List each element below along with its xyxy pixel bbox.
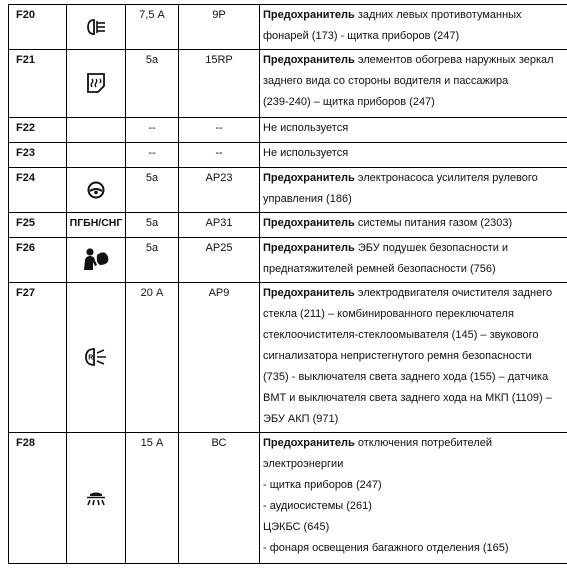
description-text: стеклоочистителя-стеклоомывателя (145) – звукового <box>263 329 539 341</box>
description-line <box>263 26 567 47</box>
fuse-connector: АР23 <box>179 168 260 213</box>
steering-wheel-icon <box>67 168 125 211</box>
fuse-icon-cell <box>67 238 126 283</box>
description-text: стекла (211) – комбинированного переключателя <box>263 308 514 320</box>
description-text: системы питания газом (2303) <box>354 217 513 229</box>
description-line <box>263 409 567 430</box>
description-text: (239-240) – щитка приборов (247) <box>263 96 435 108</box>
description-text: элементов обогрева наружных зеркал <box>354 54 554 66</box>
fuse-row-f23 <box>9 143 567 168</box>
fuel-system-label: ПГБН/СНГ <box>69 217 123 229</box>
fuse-amperage: -- <box>126 143 179 168</box>
description-line <box>263 433 567 454</box>
fuse-row-f26 <box>9 238 567 283</box>
fuse-label-bold: Предохранитель <box>263 9 355 21</box>
description-line <box>263 475 567 496</box>
description-text: ЭБУ АКП (971) <box>263 413 339 425</box>
description-line <box>263 92 567 113</box>
fuse-label-bold: Предохранитель <box>263 54 355 66</box>
fuse-description <box>260 118 567 143</box>
fuse-row-f25 <box>9 213 567 238</box>
description-text: электронасоса усилителя рулевого <box>354 172 538 184</box>
description-line <box>263 189 567 210</box>
description-line <box>263 213 567 234</box>
fuse-amperage: 20 А <box>126 283 179 433</box>
fuse-connector: АР31 <box>179 213 260 238</box>
fuse-id: F24 <box>9 168 67 213</box>
fuse-id: F28 <box>9 433 67 564</box>
description-text: преднатяжителей ремней безопасности (756) <box>263 263 496 275</box>
fuse-id: F20 <box>9 5 67 50</box>
fuse-id: F22 <box>9 118 67 143</box>
rear-fog-light-icon <box>67 5 125 48</box>
fuse-amperage: 5а <box>126 168 179 213</box>
description-text: задних левых противотуманных <box>354 9 522 21</box>
fuse-icon-cell <box>67 50 126 118</box>
fuse-description <box>260 50 567 118</box>
fuse-label-bold: Предохранитель <box>263 172 355 184</box>
fuse-row-f27 <box>9 283 567 433</box>
description-text: ЦЭКБС (645) <box>263 521 330 533</box>
fuse-id: F27 <box>9 283 67 433</box>
fuse-connector: -- <box>179 118 260 143</box>
description-line <box>263 367 567 388</box>
fuse-description <box>260 433 567 564</box>
fuse-row-f21 <box>9 50 567 118</box>
fuse-description <box>260 213 567 238</box>
fuse-label-bold: Предохранитель <box>263 437 355 449</box>
description-line <box>263 283 567 304</box>
fuse-row-f20 <box>9 5 567 50</box>
description-text: отключения потребителей <box>354 437 492 449</box>
description-line <box>263 538 567 559</box>
description-text: электроэнергии <box>263 458 344 470</box>
fuse-row-f22 <box>9 118 567 143</box>
description-text: сигнализатора непристегнутого ремня безопасности <box>263 350 532 362</box>
description-line <box>263 143 567 164</box>
description-line <box>263 325 567 346</box>
fuse-id: F25 <box>9 213 67 238</box>
heated-mirror-icon <box>67 50 125 116</box>
description-line <box>263 238 567 259</box>
fuse-amperage: 5а <box>126 238 179 283</box>
fuse-connector: ВС <box>179 433 260 564</box>
fuse-connector: 15RP <box>179 50 260 118</box>
fuse-icon-cell <box>67 118 126 143</box>
fuse-amperage: 15 А <box>126 433 179 564</box>
fuse-row-f24 <box>9 168 567 213</box>
fuse-connector: -- <box>179 143 260 168</box>
description-text: - щитка приборов (247) <box>263 479 382 491</box>
fuse-icon-cell <box>67 213 126 238</box>
description-text: - аудиосистемы (261) <box>263 500 372 512</box>
fuse-icon-cell <box>67 143 126 168</box>
fuse-description <box>260 283 567 433</box>
fuse-id: F26 <box>9 238 67 283</box>
fuse-description <box>260 238 567 283</box>
fuse-id: F21 <box>9 50 67 118</box>
airbag-icon <box>67 238 125 281</box>
fuse-label-bold: Предохранитель <box>263 287 355 299</box>
fuse-amperage: 5а <box>126 50 179 118</box>
description-line <box>263 118 567 139</box>
reverse-light-icon <box>67 283 125 431</box>
description-line <box>263 71 567 92</box>
fuse-row-f28 <box>9 433 567 564</box>
description-line <box>263 496 567 517</box>
fuse-amperage: -- <box>126 118 179 143</box>
fuse-description <box>260 168 567 213</box>
fuse-amperage: 5а <box>126 213 179 238</box>
description-line <box>263 517 567 538</box>
fuse-icon-cell <box>67 5 126 50</box>
fuse-icon-cell <box>67 283 126 433</box>
description-line <box>263 5 567 26</box>
fuse-id: F23 <box>9 143 67 168</box>
fuse-amperage: 7,5 А <box>126 5 179 50</box>
description-text: Не используется <box>263 122 349 134</box>
fuse-connector: АР9 <box>179 283 260 433</box>
description-text: ЭБУ подушек безопасности и <box>354 242 509 254</box>
description-text: (735) - выключателя света заднего хода (155) – датчика <box>263 371 549 383</box>
svg-text:R: R <box>88 354 94 362</box>
description-line <box>263 346 567 367</box>
description-line <box>263 388 567 409</box>
description-text: фонарей (173) - щитка приборов (247) <box>263 30 460 42</box>
fuse-description <box>260 5 567 50</box>
fuse-label-bold: Предохранитель <box>263 217 355 229</box>
description-text: - фонаря освещения багажного отделения (165) <box>263 542 509 554</box>
fuse-label-bold: Предохранитель <box>263 242 355 254</box>
fuse-table-body <box>9 5 567 564</box>
description-line <box>263 168 567 189</box>
fuse-description <box>260 143 567 168</box>
courtesy-light-icon <box>67 433 125 562</box>
description-line <box>263 454 567 475</box>
description-text: заднего вида со стороны водителя и пассажира <box>263 75 509 87</box>
description-text: электродвигателя очистителя заднего <box>354 287 553 299</box>
description-line <box>263 304 567 325</box>
fuse-connector: 9P <box>179 5 260 50</box>
description-text: ВМТ и выключателя света заднего хода на МКП (1109) – <box>263 392 552 404</box>
fuse-connector: АР25 <box>179 238 260 283</box>
description-line <box>263 259 567 280</box>
description-line <box>263 50 567 71</box>
description-text: Не используется <box>263 147 349 159</box>
fuse-table <box>8 4 567 564</box>
fuse-icon-cell <box>67 433 126 564</box>
fuse-icon-cell <box>67 168 126 213</box>
description-text: управления (186) <box>263 193 352 205</box>
